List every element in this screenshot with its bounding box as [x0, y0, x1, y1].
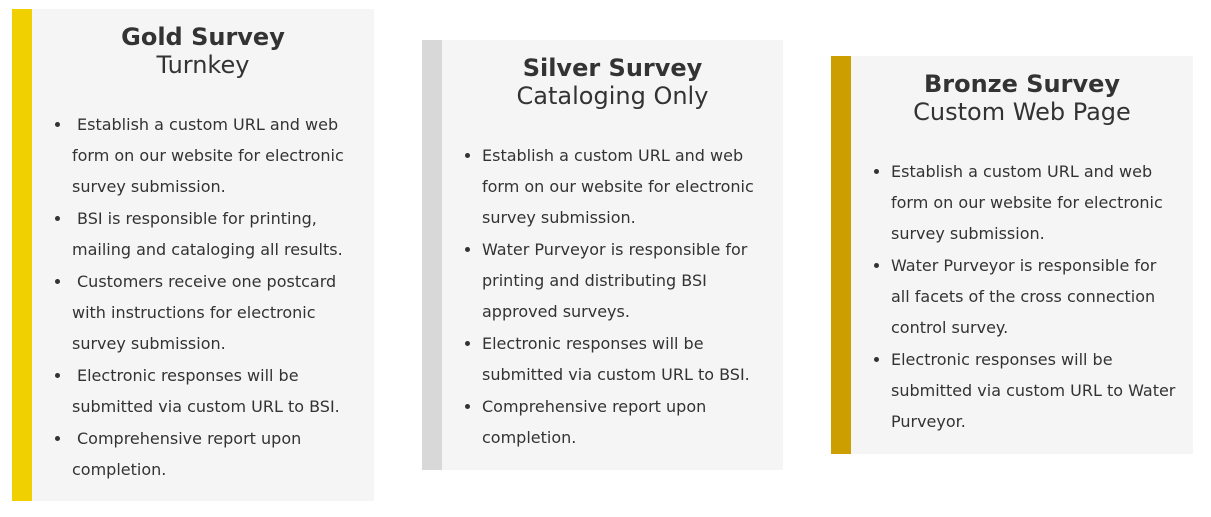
list-item — [891, 344, 1179, 437]
bronze-survey-card — [831, 56, 1193, 454]
list-item — [72, 423, 360, 485]
list-item-text: Establish a custom URL and web form on our website for electronic survey submission. — [891, 162, 1163, 243]
list-item-text: Establish a custom URL and web form on our website for electronic survey submission. — [72, 115, 344, 196]
list-item — [482, 328, 769, 390]
gold-survey-feature-list — [32, 109, 374, 485]
list-item-text: Customers receive one postcard with instructions for electronic survey submission. — [72, 272, 337, 353]
list-item — [482, 234, 769, 327]
gold-survey-heading — [32, 9, 374, 79]
list-item-text: Establish a custom URL and web form on our website for electronic survey submission. — [482, 146, 754, 227]
gold-accent-bar — [12, 9, 32, 501]
list-item — [72, 203, 360, 265]
list-item — [72, 266, 360, 359]
silver-survey-title: Silver Survey — [522, 54, 703, 82]
list-item-text: Comprehensive report upon completion. — [72, 429, 302, 479]
silver-survey-feature-list — [442, 140, 783, 453]
list-item-text: Electronic responses will be submitted via custom URL to Water Purveyor. — [891, 350, 1176, 431]
bronze-accent-bar — [831, 56, 851, 454]
list-item — [482, 391, 769, 453]
bronze-survey-content — [851, 56, 1193, 454]
bronze-survey-feature-list — [851, 156, 1193, 437]
list-item-text: Electronic responses will be submitted via custom URL to BSI. — [482, 334, 750, 384]
gold-survey-subtitle: Turnkey — [156, 51, 250, 79]
bronze-survey-title: Bronze Survey — [923, 70, 1121, 98]
list-item-text: Water Purveyor is responsible for all facets of the cross connection control survey. — [891, 256, 1157, 337]
list-item-text: Electronic responses will be submitted via custom URL to BSI. — [72, 366, 340, 416]
bronze-survey-subtitle: Custom Web Page — [913, 98, 1131, 126]
list-item — [891, 250, 1179, 343]
bronze-survey-heading — [851, 56, 1193, 126]
silver-survey-heading — [442, 40, 783, 110]
list-item-text: BSI is responsible for printing, mailing and cataloging all results. — [72, 209, 343, 259]
gold-survey-content — [32, 9, 374, 501]
silver-survey-subtitle: Cataloging Only — [516, 82, 709, 110]
list-item-text: Water Purveyor is responsible for printing and distributing BSI approved surveys. — [482, 240, 748, 321]
silver-accent-bar — [422, 40, 442, 470]
list-item-text: Comprehensive report upon completion. — [482, 397, 707, 447]
silver-survey-content — [442, 40, 783, 470]
list-item — [72, 360, 360, 422]
list-item — [482, 140, 769, 233]
gold-survey-card — [12, 9, 374, 501]
list-item — [72, 109, 360, 202]
silver-survey-card — [422, 40, 783, 470]
gold-survey-title: Gold Survey — [121, 23, 285, 51]
list-item — [891, 156, 1179, 249]
